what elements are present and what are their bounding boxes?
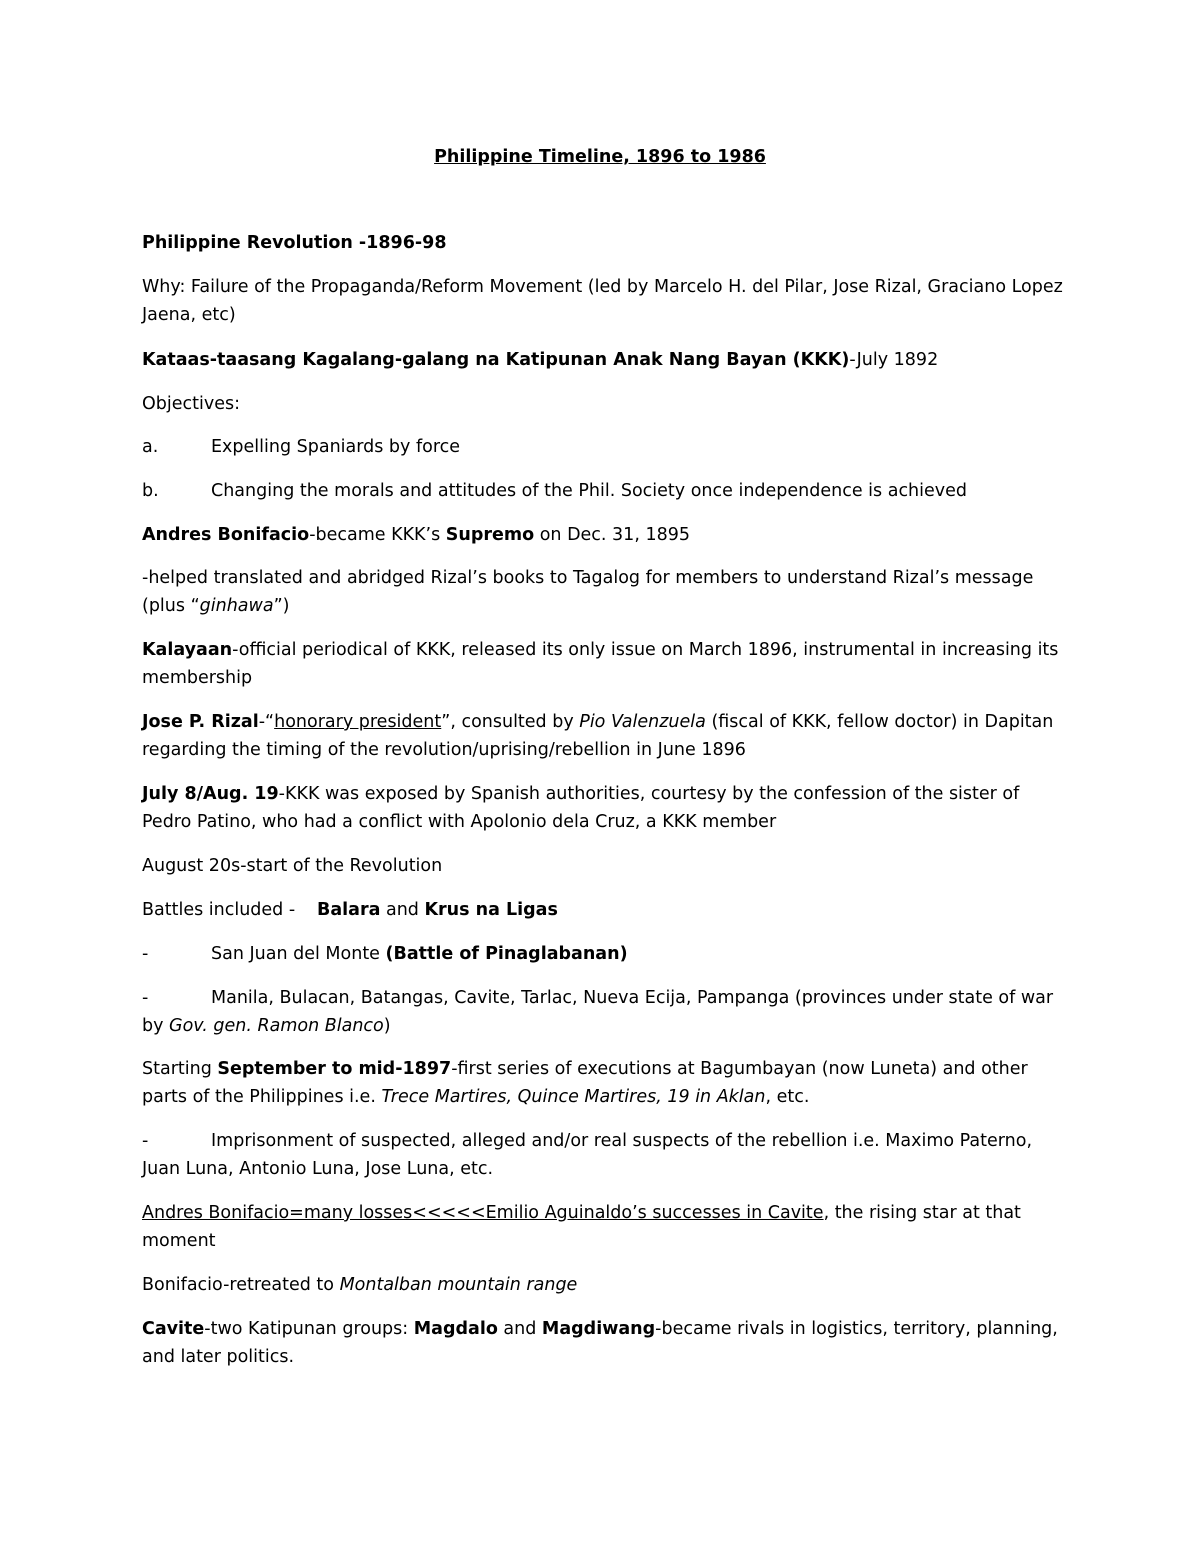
- kkk-name: Kataas-taasang Kagalang-galang na Katipunan Anak Nang Bayan (KKK): [142, 350, 850, 370]
- cavite-paragraph: Cavite-two Katipunan groups: Magdalo and Magdiwang-became rivals in logistics, territory, planning, and later politics.: [142, 1319, 1058, 1367]
- exposed-paragraph: July 8/Aug. 19-KKK was exposed by Spanish authorities, courtesy by the confession of the sister of Pedro Patino, who had a conflict with Apolonio dela Cruz, a KKK member: [142, 784, 1020, 832]
- rizal-paragraph: Jose P. Rizal-“honorary president”, consulted by Pio Valenzuela (fiscal of KKK, fellow doctor) in Dapitan regarding the timing of the revolution/uprising/rebellion in June 1896: [142, 712, 1054, 760]
- objective-item-b: b. Changing the morals and attitudes of the Phil. Society once independence is achieved: [142, 477, 1072, 505]
- august-paragraph: August 20s-start of the Revolution: [142, 856, 443, 876]
- list-marker: -: [142, 944, 149, 964]
- retreat-paragraph: Bonifacio-retreated to Montalban mountain range: [142, 1275, 578, 1295]
- objectives-label: Objectives:: [142, 394, 240, 414]
- list-marker: a.: [142, 437, 159, 457]
- battle-item-san-juan: - San Juan del Monte (Battle of Pinaglabanan): [142, 940, 1072, 968]
- kkk-paragraph: Kataas-taasang Kagalang-galang na Katipunan Anak Nang Bayan (KKK)-July 1892: [142, 350, 939, 370]
- list-marker: -: [142, 1131, 149, 1151]
- battles-paragraph: Battles included - Balara and Krus na Ligas: [142, 900, 558, 920]
- section-heading: Philippine Revolution -1896-98: [142, 233, 447, 253]
- translated-paragraph: -helped translated and abridged Rizal’s books to Tagalog for members to understand Rizal’s message (plus “ginhawa”): [142, 568, 1034, 616]
- bonifacio-paragraph: Andres Bonifacio-became KKK’s Supremo on Dec. 31, 1895: [142, 525, 690, 545]
- starting-paragraph: Starting September to mid-1897-first series of executions at Bagumbayan (now Luneta) and other parts of the Philippines i.e. Trece Martires, Quince Martires, 19 in Aklan, etc.: [142, 1059, 1028, 1107]
- objective-item-a: a. Expelling Spaniards by force: [142, 433, 1072, 461]
- battle-item-provinces: - Manila, Bulacan, Batangas, Cavite, Tarlac, Nueva Ecija, Pampanga (provinces under state of war by Gov. gen. Ramon Blanco): [142, 984, 1072, 1040]
- why-paragraph: Why: Failure of the Propaganda/Reform Movement (led by Marcelo H. del Pilar, Jose Rizal, Graciano Lopez Jaena, etc): [142, 277, 1063, 325]
- list-marker: b.: [142, 481, 159, 501]
- comparison-paragraph: Andres Bonifacio=many losses<<<<<Emilio Aguinaldo’s successes in Cavite, the rising star at that moment: [142, 1203, 1021, 1251]
- list-marker: -: [142, 988, 149, 1008]
- imprisonment-item: - Imprisonment of suspected, alleged and/or real suspects of the rebellion i.e. Maximo Paterno, Juan Luna, Antonio Luna, Jose Luna, etc.: [142, 1127, 1072, 1183]
- page-title: Philippine Timeline, 1896 to 1986: [434, 147, 766, 167]
- kalayaan-paragraph: Kalayaan-official periodical of KKK, released its only issue on March 1896, instrumental in increasing its membership: [142, 640, 1059, 688]
